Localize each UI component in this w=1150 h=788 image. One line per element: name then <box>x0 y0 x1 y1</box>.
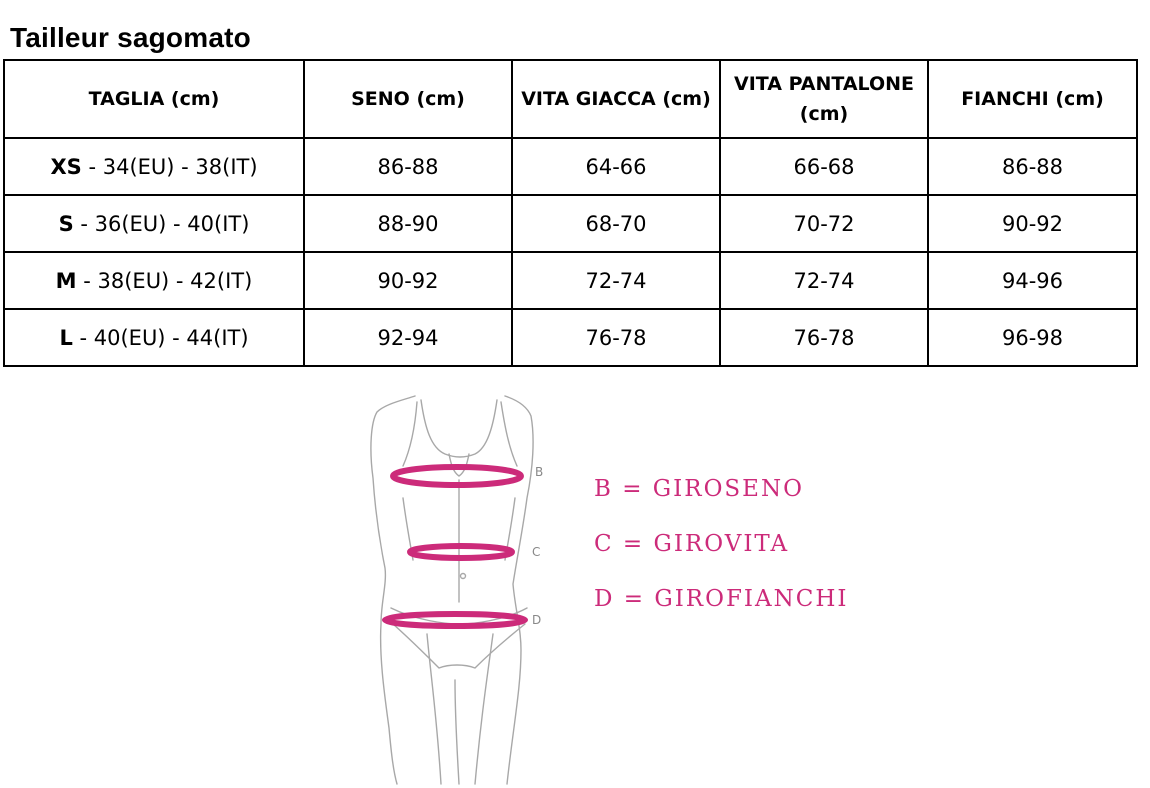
table-header-row <box>4 60 1137 138</box>
seno-cell: 92-94 <box>304 309 512 366</box>
vita-giacca-cell: 64-66 <box>512 138 720 195</box>
fianchi-cell: 90-92 <box>928 195 1137 252</box>
legend-girovita: C = GIROVITA <box>594 531 790 557</box>
marker-d: D <box>532 613 542 627</box>
vita-pantalone-cell: 72-74 <box>720 252 928 309</box>
size-label: - 40(EU) - 44(IT) <box>72 325 249 350</box>
size-cell <box>4 195 304 252</box>
vita-giacca-cell: 76-78 <box>512 309 720 366</box>
legend-girofianchi: D = GIROFIANCHI <box>594 586 849 612</box>
vita-giacca-cell: 72-74 <box>512 252 720 309</box>
size-cell <box>4 252 304 309</box>
header-vita-giacca: VITA GIACCA (cm) <box>512 60 720 138</box>
body-outline <box>371 396 533 784</box>
size-cell <box>4 138 304 195</box>
fianchi-cell: 94-96 <box>928 252 1137 309</box>
legend-giroseno: B = GIROSENO <box>594 476 804 502</box>
size-table <box>3 59 1138 367</box>
header-taglia: TAGLIA (cm) <box>4 60 304 138</box>
vita-pantalone-cell: 70-72 <box>720 195 928 252</box>
header-fianchi: FIANCHI (cm) <box>928 60 1137 138</box>
table-row <box>4 138 1137 195</box>
size-cell <box>4 309 304 366</box>
seno-cell: 86-88 <box>304 138 512 195</box>
size-label: - 38(EU) - 42(IT) <box>76 268 253 293</box>
size-code: S <box>58 211 74 236</box>
table-row <box>4 195 1137 252</box>
measure-bands <box>385 467 525 626</box>
vita-giacca-cell: 68-70 <box>512 195 720 252</box>
vita-pantalone-cell: 76-78 <box>720 309 928 366</box>
marker-c: C <box>532 545 541 559</box>
vita-pantalone-cell: 66-68 <box>720 138 928 195</box>
size-code: M <box>55 268 77 293</box>
table-row <box>4 252 1137 309</box>
header-seno: SENO (cm) <box>304 60 512 138</box>
body-measurement-figure <box>355 388 555 786</box>
size-code: L <box>59 325 73 350</box>
size-code: XS <box>50 154 82 179</box>
page-title: Tailleur sagomato <box>10 22 251 53</box>
seno-cell: 90-92 <box>304 252 512 309</box>
size-label: - 34(EU) - 38(IT) <box>81 154 258 179</box>
table-row <box>4 309 1137 366</box>
fianchi-cell: 86-88 <box>928 138 1137 195</box>
header-vita-pantalone: VITA PANTALONE (cm) <box>720 60 928 138</box>
marker-b: B <box>535 465 544 479</box>
seno-cell: 88-90 <box>304 195 512 252</box>
fianchi-cell: 96-98 <box>928 309 1137 366</box>
size-label: - 36(EU) - 40(IT) <box>73 211 250 236</box>
